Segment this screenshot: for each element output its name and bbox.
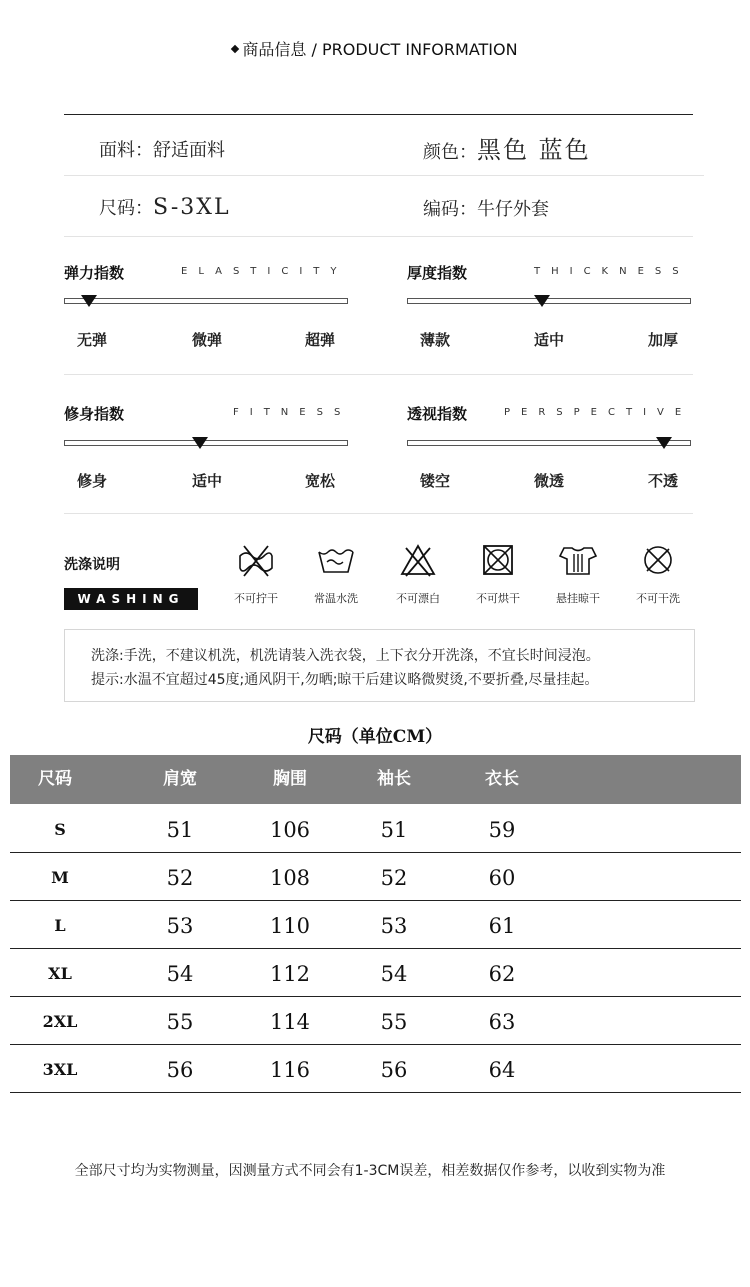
wash-item (623, 542, 693, 606)
divider (64, 114, 693, 115)
elasticity-title: 弹力指数 (64, 264, 125, 282)
washing-badge: WASHING (64, 588, 198, 610)
elasticity-label: 超弹 (304, 331, 335, 349)
info-text: 面料： (99, 140, 153, 161)
washing-note (64, 629, 695, 702)
wash-item-label: 不可干洗 (636, 592, 680, 605)
no-bleach-icon (398, 542, 438, 580)
divider (64, 513, 693, 514)
wash-item (383, 542, 453, 606)
wash-item-label: 不可漂白 (396, 592, 440, 605)
divider (64, 236, 693, 237)
table-cell: 63 (488, 1010, 516, 1034)
wash-item-label: 不可拧干 (234, 592, 278, 605)
table-cell: 106 (269, 818, 311, 842)
column-header: 尺码 (38, 769, 72, 789)
wash-item (463, 542, 533, 606)
no-tumble-dry-icon (478, 542, 518, 580)
size-table-heading: 尺码（单位CM） (307, 727, 443, 747)
warm-wash-icon (316, 542, 356, 580)
wash-item-label: 悬挂晾干 (556, 592, 600, 605)
elasticity-label: 无弹 (76, 331, 107, 349)
info-text: 尺码： (99, 198, 153, 219)
info-text: 牛仔外套 (477, 199, 549, 220)
column-header: 肩宽 (163, 769, 197, 789)
wash-item-label: 常温水洗 (314, 592, 358, 605)
fitness-marker (192, 437, 208, 449)
table-row (10, 805, 741, 853)
info-text: 舒适面料 (153, 140, 225, 161)
color-info (423, 130, 591, 165)
fitness-label: 修身 (76, 472, 107, 490)
elasticity-marker (81, 295, 97, 307)
size-info (99, 194, 231, 220)
table-cell: 2XL (42, 1012, 78, 1031)
elasticity-track (64, 298, 348, 304)
perspective-en: PERSPECTIVE (504, 407, 693, 418)
info-text: S-3XL (153, 195, 231, 220)
hang-dry-icon (558, 542, 598, 580)
no-dry-clean-icon (638, 542, 678, 580)
thickness-label: 薄款 (419, 331, 450, 349)
table-cell: XL (48, 964, 72, 983)
wash-item (301, 542, 371, 606)
table-row (10, 901, 741, 949)
table-row (10, 1045, 741, 1093)
elasticity-en: ELASTICITY (181, 266, 348, 277)
table-cell: 52 (380, 866, 408, 890)
washing-title: 洗涤说明 (64, 557, 120, 573)
table-cell: 56 (380, 1058, 408, 1082)
table-row (10, 997, 741, 1045)
perspective-label: 镂空 (419, 472, 450, 490)
thickness-en: THICKNESS (534, 266, 690, 277)
divider (64, 374, 693, 375)
code-info (423, 195, 549, 221)
washing-note-line: 提示:水温不宜超过45度;通风阴干,勿晒;晾干后建议略微熨烫,不要折叠,尽量挂起。 (91, 672, 599, 688)
table-cell: 53 (166, 914, 194, 938)
table-cell: 51 (380, 818, 408, 842)
table-cell: 3XL (42, 1060, 78, 1079)
thickness-label: 加厚 (647, 331, 678, 349)
measurement-footnote: 全部尺寸均为实物测量，因测量方式不同会有1-3CM误差，相差数据仅作参考，以收到实物为准 (74, 1163, 666, 1179)
perspective-marker (656, 437, 672, 449)
size-table-header (10, 755, 741, 804)
table-row (10, 949, 741, 997)
info-text: 编码： (423, 199, 477, 220)
table-cell: 61 (488, 914, 516, 938)
perspective-title: 透视指数 (407, 405, 468, 423)
table-cell: 114 (269, 1010, 311, 1034)
table-cell: 54 (166, 962, 194, 986)
table-cell: 53 (380, 914, 408, 938)
thickness-title: 厚度指数 (407, 264, 468, 282)
elasticity-label: 微弹 (191, 331, 222, 349)
info-text: 黑色 蓝色 (477, 136, 591, 164)
fitness-en: FITNESS (233, 407, 352, 418)
table-cell: 56 (166, 1058, 194, 1082)
table-row (10, 853, 741, 901)
table-cell: 112 (269, 962, 311, 986)
table-cell: 110 (269, 914, 311, 938)
wash-item-label: 不可烘干 (476, 592, 520, 605)
perspective-label: 微透 (533, 472, 564, 490)
washing-note-line: 洗涤:手洗，不建议机洗，机洗请装入洗衣袋，上下衣分开洗涤，不宜长时间浸泡。 (91, 648, 600, 664)
no-wring-icon (236, 542, 276, 580)
table-cell: S (54, 820, 66, 839)
table-cell: 54 (380, 962, 408, 986)
table-cell: 52 (166, 866, 194, 890)
thickness-label: 适中 (533, 331, 564, 349)
table-cell: 51 (166, 818, 194, 842)
wash-item (221, 542, 291, 606)
fitness-label: 宽松 (304, 472, 335, 490)
table-cell: 116 (269, 1058, 311, 1082)
table-cell: L (54, 916, 66, 935)
table-cell: 59 (488, 818, 516, 842)
table-cell: 60 (488, 866, 516, 890)
column-header: 袖长 (377, 769, 411, 789)
table-cell: 55 (166, 1010, 194, 1034)
diamond-bullet-icon (231, 45, 239, 53)
table-cell: 64 (488, 1058, 516, 1082)
fabric-info (99, 136, 225, 162)
wash-item (543, 542, 613, 606)
fitness-title: 修身指数 (64, 405, 125, 423)
fitness-label: 适中 (191, 472, 222, 490)
info-text: 颜色： (423, 142, 477, 163)
page-title: 商品信息 / PRODUCT INFORMATION (0, 37, 750, 60)
column-header: 衣长 (485, 769, 519, 789)
divider (64, 175, 704, 176)
table-cell: 62 (488, 962, 516, 986)
perspective-label: 不透 (647, 472, 678, 490)
perspective-track (407, 440, 691, 446)
thickness-marker (534, 295, 550, 307)
column-header: 胸围 (273, 769, 307, 789)
table-cell: 55 (380, 1010, 408, 1034)
table-cell: 108 (269, 866, 311, 890)
table-cell: M (51, 868, 69, 887)
